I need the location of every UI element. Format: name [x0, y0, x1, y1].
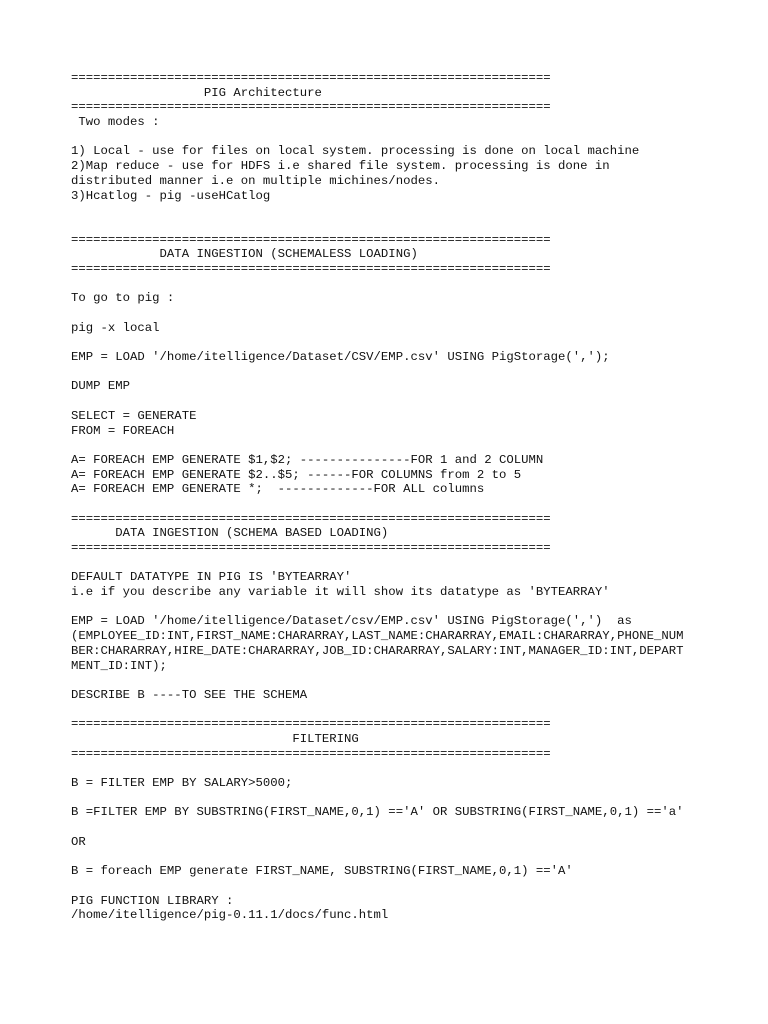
document-line [71, 365, 761, 380]
document-line [71, 879, 761, 894]
document-line: distributed manner i.e on multiple michines/nodes. [71, 173, 440, 188]
document-line: DATA INGESTION (SCHEMA BASED LOADING) [71, 526, 389, 541]
document-line: ================================================================= [71, 511, 551, 526]
document-line: (EMPLOYEE_ID:INT,FIRST_NAME:CHARARRAY,LAST_NAME:CHARARRAY,EMAIL:CHARARRAY,PHONE_NUM [71, 629, 684, 644]
document-line [71, 556, 761, 571]
document-line: DATA INGESTION (SCHEMALESS LOADING) [71, 247, 418, 262]
document-line: A= FOREACH EMP GENERATE $1,$2; ---------------FOR 1 and 2 COLUMN [71, 452, 544, 467]
document-line [71, 673, 761, 688]
document-line: ================================================================= [71, 541, 551, 555]
document-line: Two modes : [71, 115, 160, 130]
document-line: To go to pig : [71, 291, 175, 306]
document-line [71, 761, 761, 776]
document-line: ================================================================= [71, 746, 551, 761]
document-line: /home/itelligence/pig-0.11.1/docs/func.html [71, 908, 389, 923]
document-line [71, 335, 761, 350]
document-page [71, 71, 761, 923]
document-line: ================================================================= [71, 717, 551, 732]
document-line: DEFAULT DATATYPE IN PIG IS 'BYTEARRAY' [71, 570, 352, 585]
document-line: EMP = LOAD '/home/itelligence/Dataset/CSV/EMP.csv' USING PigStorage(','); [71, 350, 610, 365]
document-line: ================================================================= [71, 261, 551, 276]
document-line [71, 600, 761, 615]
document-line [71, 438, 761, 453]
document-line: B =FILTER EMP BY SUBSTRING(FIRST_NAME,0,1) =='A' OR SUBSTRING(FIRST_NAME,0,1) =='a' [71, 805, 684, 820]
document-line [71, 306, 761, 321]
document-line [71, 394, 761, 409]
document-line [71, 218, 761, 233]
document-line: SELECT = GENERATE [71, 408, 197, 423]
document-line: pig -x local [71, 320, 160, 335]
document-line [71, 791, 761, 806]
document-line: 3)Hcatlog - pig -useHCatlog [71, 188, 271, 203]
document-line: MENT_ID:INT); [71, 658, 167, 673]
document-line: 2)Map reduce - use for HDFS i.e shared file system. processing is done in [71, 159, 610, 174]
document-line: DESCRIBE B ----TO SEE THE SCHEMA [71, 687, 308, 702]
document-line: ================================================================= [71, 71, 551, 85]
document-line [71, 277, 761, 292]
document-line: FROM = FOREACH [71, 423, 175, 438]
document-line: BER:CHARARRAY,HIRE_DATE:CHARARRAY,JOB_ID:CHARARRAY,SALARY:INT,MANAGER_ID:INT,DEPART [71, 643, 684, 658]
document-line: PIG FUNCTION LIBRARY : [71, 893, 234, 908]
document-line: A= FOREACH EMP GENERATE $2..$5; ------FOR COLUMNS from 2 to 5 [71, 467, 522, 482]
document-line: OR [71, 834, 86, 849]
document-line: i.e if you describe any variable it will show its datatype as 'BYTEARRAY' [71, 585, 610, 600]
document-line: A= FOREACH EMP GENERATE *; -------------FOR ALL columns [71, 482, 485, 497]
document-line: DUMP EMP [71, 379, 131, 394]
document-line: ================================================================= [71, 100, 551, 115]
document-line: B = FILTER EMP BY SALARY>5000; [71, 776, 293, 790]
document-line [71, 820, 761, 835]
document-line [71, 203, 761, 218]
document-line: FILTERING [71, 731, 359, 746]
document-line [71, 849, 761, 864]
document-line: B = foreach EMP generate FIRST_NAME, SUBSTRING(FIRST_NAME,0,1) =='A' [71, 864, 573, 879]
document-line: PIG Architecture [71, 85, 322, 100]
document-line: 1) Local - use for files on local system. processing is done on local machine [71, 144, 640, 159]
document-line [71, 703, 761, 718]
document-line: EMP = LOAD '/home/itelligence/Dataset/csv/EMP.csv' USING PigStorage(',') as [71, 614, 632, 629]
document-line [71, 497, 761, 512]
document-line [71, 130, 761, 145]
document-line: ================================================================= [71, 232, 551, 247]
